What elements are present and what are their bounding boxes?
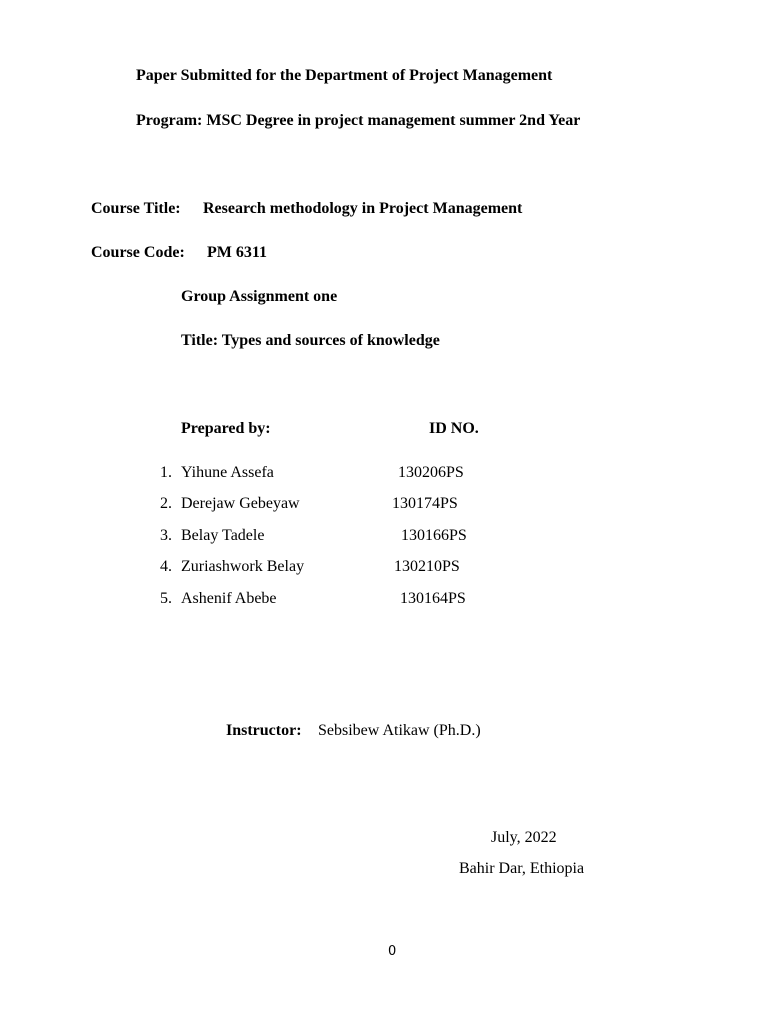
member-number: 1.: [160, 464, 172, 481]
member-id: 130164PS: [400, 590, 466, 607]
program-line: Program: MSC Degree in project management summer 2nd Year: [136, 112, 581, 129]
submission-statement: Paper Submitted for the Department of Project Management: [136, 67, 553, 84]
submission-place: Bahir Dar, Ethiopia: [459, 860, 585, 877]
member-number: 3.: [160, 527, 172, 544]
member-number: 5.: [160, 590, 172, 607]
paper-title: Title: Types and sources of knowledge: [181, 332, 440, 349]
course-code-value: PM 6311: [207, 244, 267, 261]
course-code-label: Course Code:: [91, 244, 185, 261]
member-name: Ashenif Abebe: [181, 590, 277, 607]
instructor-label: Instructor:: [226, 722, 302, 739]
member-name: Belay Tadele: [181, 527, 265, 544]
id-number-label: ID NO.: [429, 420, 479, 437]
course-title-label: Course Title:: [91, 200, 181, 217]
member-number: 2.: [160, 495, 172, 512]
member-name: Zuriashwork Belay: [181, 558, 305, 575]
member-id: 130166PS: [401, 527, 467, 544]
instructor-name: Sebsibew Atikaw (Ph.D.): [318, 722, 481, 739]
member-number: 4.: [160, 558, 172, 575]
page-number: 0: [388, 944, 397, 959]
assignment-name: Group Assignment one: [181, 288, 338, 305]
member-name: Yihune Assefa: [181, 464, 274, 481]
member-id: 130174PS: [392, 495, 458, 512]
member-id: 130210PS: [394, 558, 460, 575]
course-title-value: Research methodology in Project Management: [203, 200, 523, 217]
prepared-by-label: Prepared by:: [181, 420, 271, 437]
member-id: 130206PS: [398, 464, 464, 481]
submission-date: July, 2022: [491, 829, 557, 846]
member-name: Derejaw Gebeyaw: [181, 495, 300, 512]
